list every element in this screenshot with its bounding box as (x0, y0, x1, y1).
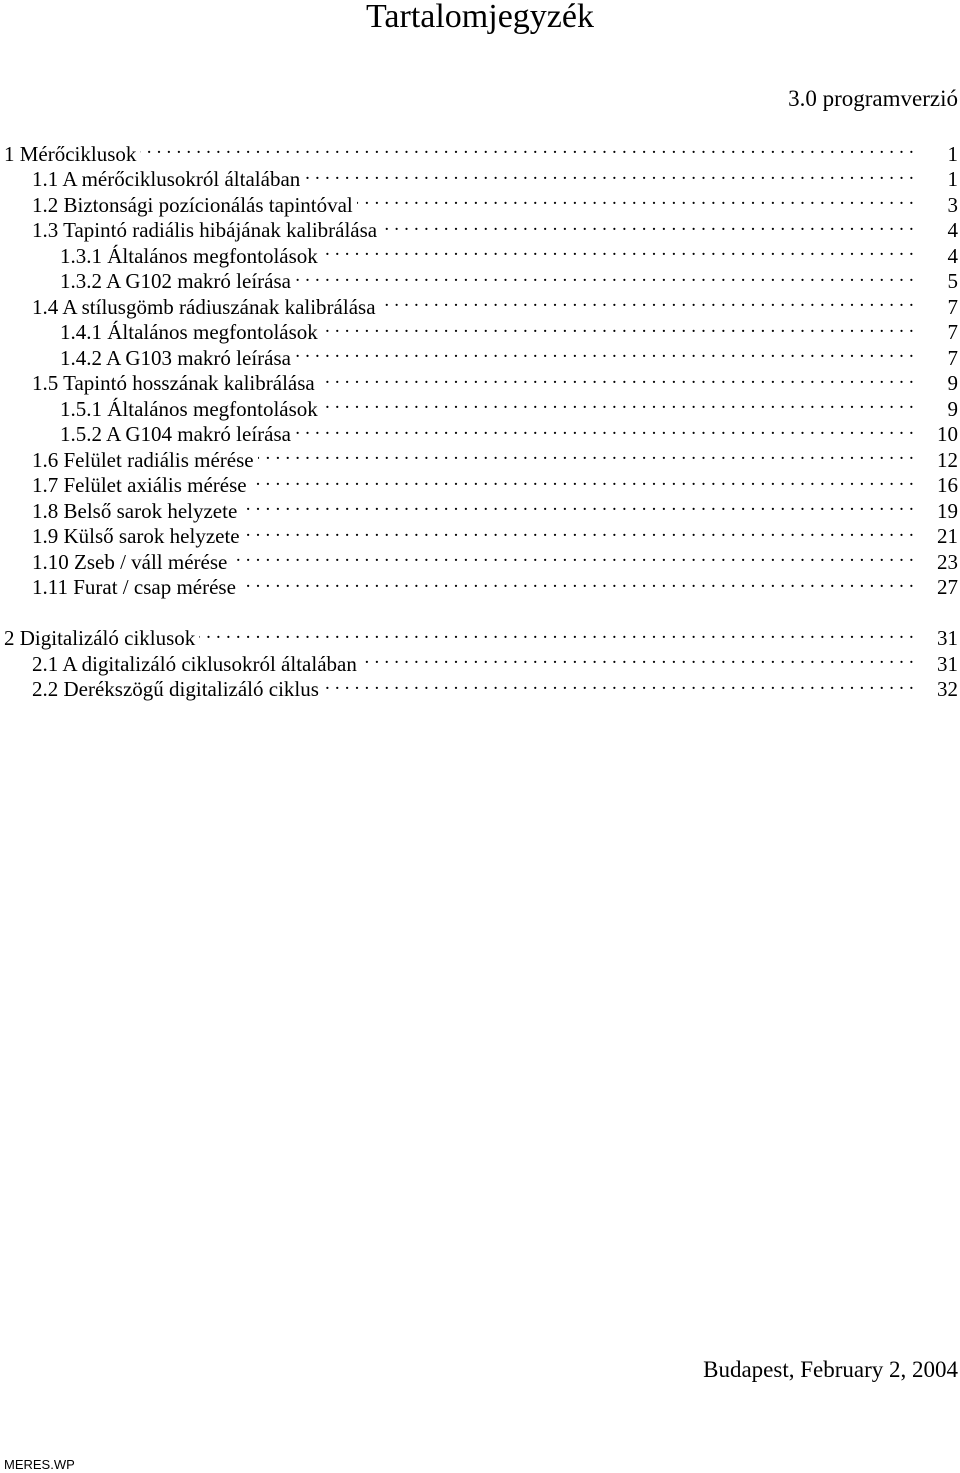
toc-entry-title: 1.10 Zseb / váll mérése (32, 549, 228, 574)
toc-entry-page-number: 10 (937, 422, 958, 446)
toc-entry[interactable] (0, 161, 960, 191)
table-of-contents (0, 135, 960, 722)
toc-entry-page-number: 23 (937, 549, 958, 574)
toc-entry-page-number: 7 (947, 320, 958, 344)
toc-entry-title: 1.3.1 Általános megfontolások (60, 243, 318, 268)
toc-entry-page-number: 4 (947, 243, 958, 268)
toc-entry-title: 2.2 Derékszögű digitalizáló ciklus (32, 677, 319, 701)
toc-entry-page-number: 1 (947, 141, 958, 166)
toc-entry-title: 1.4 A stílusgömb rádiuszának kalibrálása (32, 294, 376, 319)
dot-leader (322, 314, 914, 340)
dot-leader (240, 569, 914, 595)
toc-entry-page-number: 19 (937, 498, 958, 523)
dot-leader (322, 237, 914, 263)
dot-leader (241, 492, 914, 518)
toc-entry-title: 1.6 Felület radiális mérése (32, 447, 254, 472)
dot-leader (199, 620, 914, 646)
toc-entry-title: 1.4.1 Általános megfontolások (60, 320, 318, 344)
toc-entry-title: 1.8 Belső sarok helyzete (32, 498, 238, 523)
toc-entry-title: 1.2 Biztonsági pozícionálás tapintóval (32, 192, 353, 217)
dot-leader (304, 161, 914, 187)
toc-entry-page-number: 31 (937, 651, 958, 676)
dot-leader (295, 416, 914, 442)
file-name: MERES.WP (4, 1457, 75, 1472)
toc-entry-page-number: 9 (947, 396, 958, 421)
program-version: 3.0 programverzió (788, 86, 958, 111)
toc-entry-page-number: 1 (947, 167, 958, 191)
dot-leader (251, 467, 914, 493)
toc-entry-page-number: 21 (937, 524, 958, 548)
toc-entry-page-number: 4 (947, 218, 958, 242)
dot-leader (258, 441, 914, 467)
dot-leader (380, 288, 914, 314)
toc-entry-page-number: 16 (937, 473, 958, 497)
toc-entry-title: 1 Mérőciklusok (4, 141, 137, 166)
toc-entry-page-number: 31 (937, 626, 958, 650)
toc-entry-title: 1.3 Tapintó radiális hibájának kalibrálása (32, 218, 378, 242)
toc-entry-title: 1.5.1 Általános megfontolások (60, 396, 318, 421)
dot-leader (381, 212, 914, 238)
toc-entry-title: 1.3.2 A G102 makró leírása (60, 269, 291, 293)
dot-leader (361, 645, 914, 671)
toc-entry-page-number: 5 (947, 269, 958, 293)
toc-entry-page-number: 3 (947, 192, 958, 217)
toc-entry[interactable] (0, 620, 960, 650)
toc-entry-title: 2 Digitalizáló ciklusok (4, 626, 196, 650)
toc-entry-title: 1.5.2 A G104 makró leírása (60, 422, 291, 446)
dot-leader (295, 263, 914, 289)
toc-entry-title: 1.4.2 A G103 makró leírása (60, 345, 291, 370)
dot-leader (319, 365, 914, 391)
dot-leader (322, 390, 914, 416)
toc-entry-page-number: 12 (937, 447, 958, 472)
toc-entry-title: 1.5 Tapintó hosszának kalibrálása (32, 371, 315, 395)
toc-group (0, 135, 960, 599)
dot-leader (295, 339, 914, 365)
toc-entry-page-number: 27 (937, 575, 958, 599)
toc-entry-page-number: 7 (947, 345, 958, 370)
document-title: Tartalomjegyzék (366, 0, 594, 35)
dot-leader (140, 135, 914, 161)
dot-leader (244, 518, 914, 544)
toc-entry-page-number: 9 (947, 371, 958, 395)
toc-group (0, 620, 960, 701)
toc-entry-title: 1.7 Felület axiális mérése (32, 473, 247, 497)
dot-leader (231, 543, 914, 569)
toc-entry-title: 1.9 Külső sarok helyzete (32, 524, 240, 548)
toc-entry[interactable] (0, 135, 960, 166)
toc-entry-page-number: 7 (947, 294, 958, 319)
dot-leader (357, 186, 914, 212)
toc-entry-title: 2.1 A digitalizáló ciklusokról általában (32, 651, 357, 676)
document-date: Budapest, February 2, 2004 (703, 1357, 958, 1382)
toc-entry-title: 1.1 A mérőciklusokról általában (32, 167, 301, 191)
toc-entry-page-number: 32 (937, 677, 958, 701)
toc-entry-title: 1.11 Furat / csap mérése (32, 575, 236, 599)
dot-leader (323, 671, 914, 697)
